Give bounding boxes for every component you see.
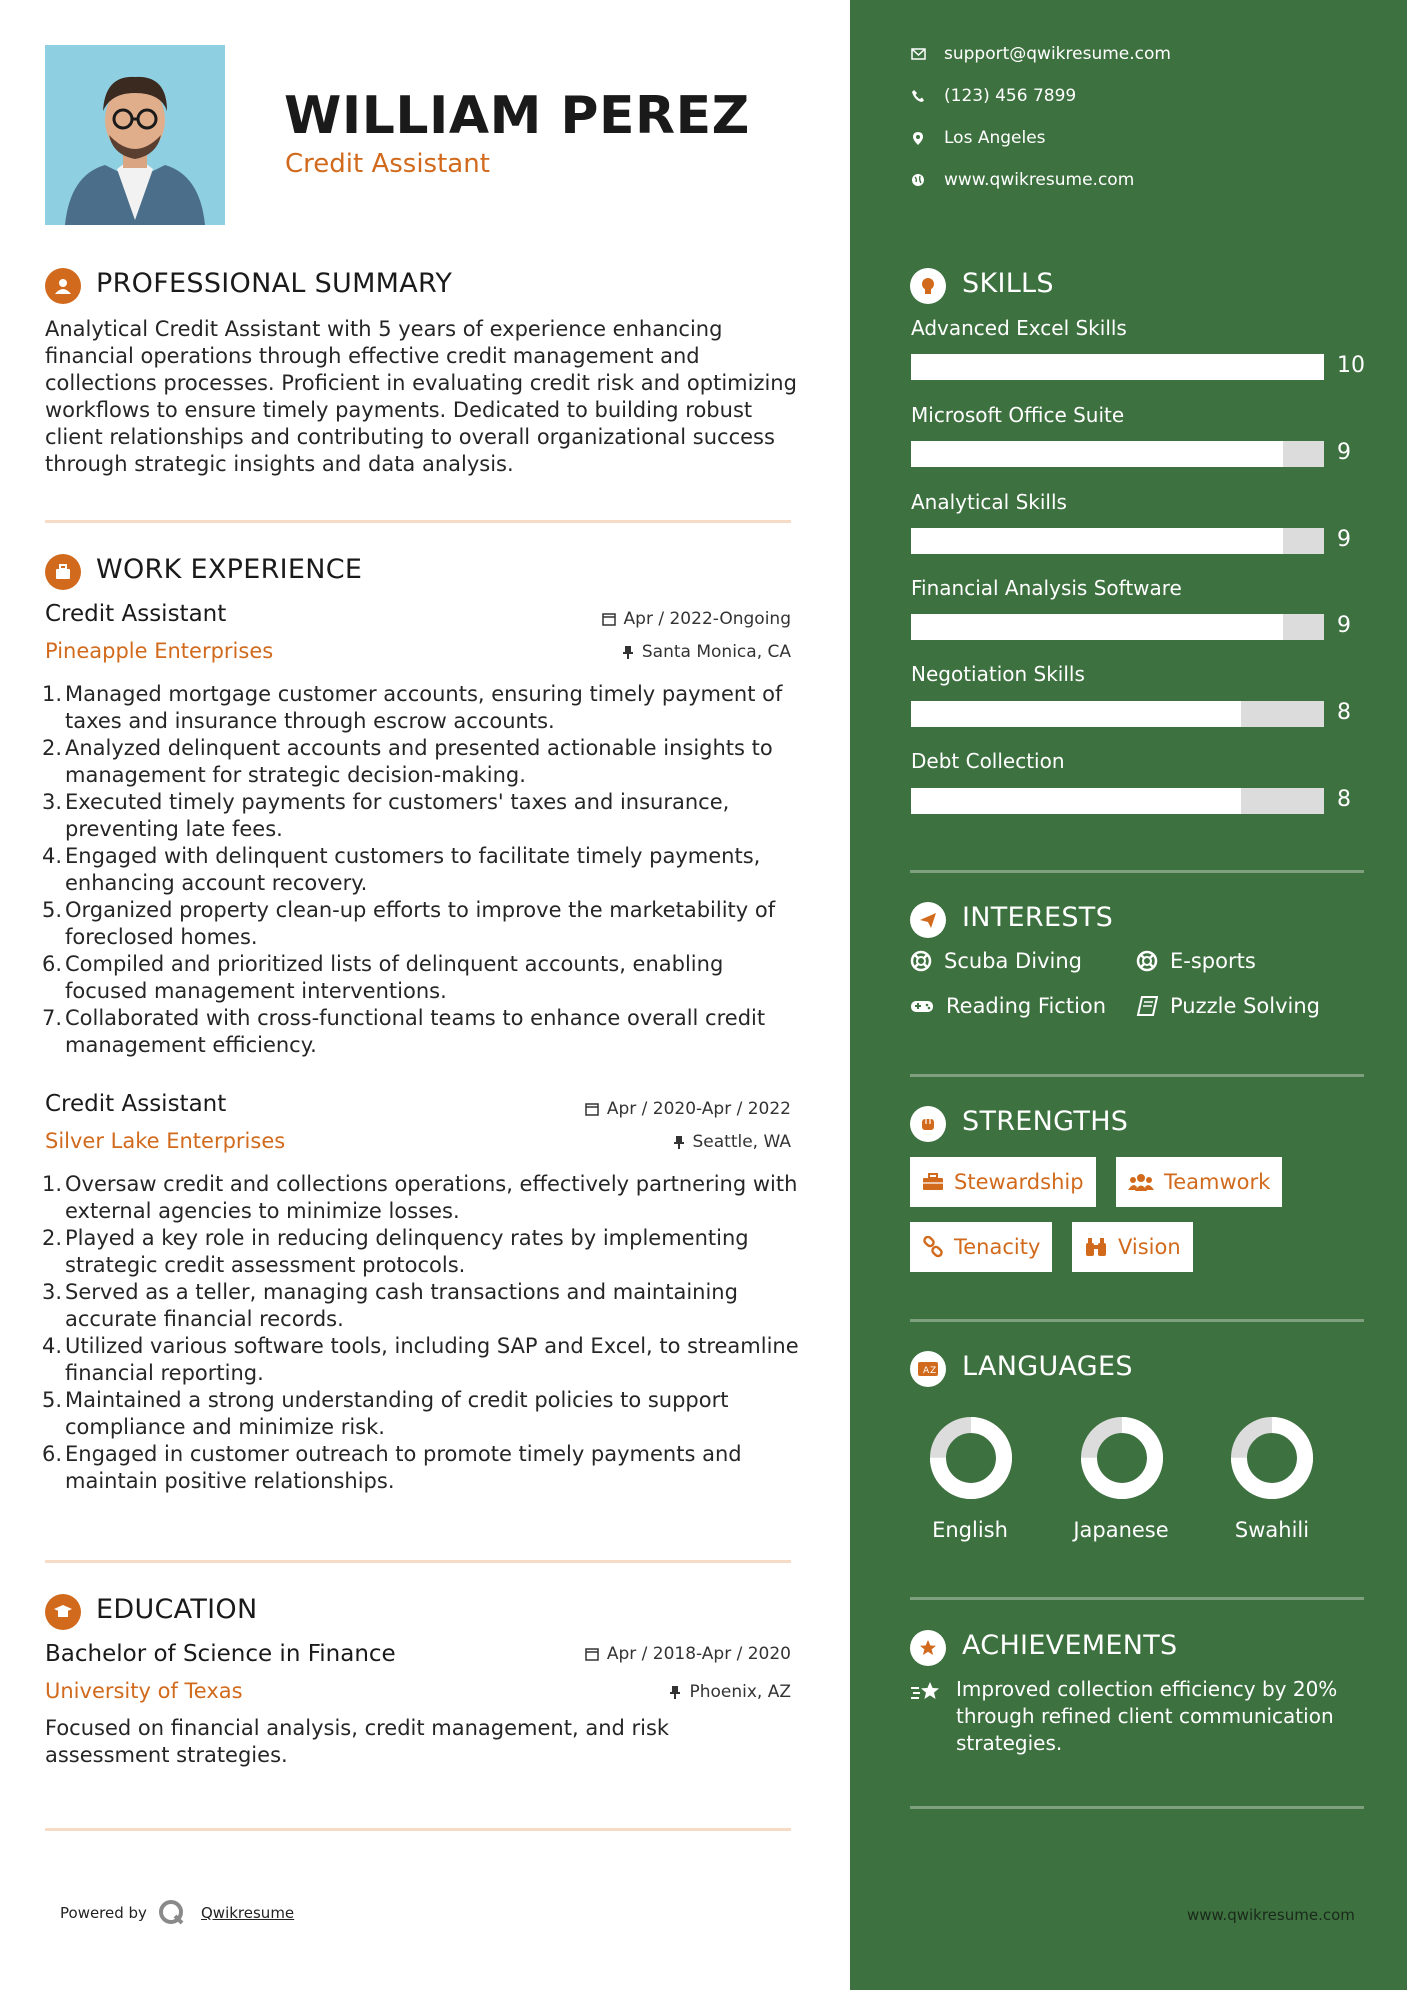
binoculars-icon [1084, 1237, 1108, 1257]
skill-value: 9 [1337, 440, 1351, 465]
summary-text: Analytical Credit Assistant with 5 years of experience enhancing financial operations through effective credit management and collections processes. Proficient in evaluating credit risk and optimizing workflows to ensure timely payments. Dedicated to building robust client relationships and contributing to overall organizational success through strategic insights and data analysis. [45, 317, 797, 476]
divider [45, 1560, 791, 1563]
contact-email[interactable] [910, 44, 1171, 64]
contact-website[interactable] [910, 170, 1134, 190]
education-dates [585, 1644, 791, 1664]
job-bullets [40, 1171, 800, 1495]
list-item: 5. Maintained a strong understanding of credit policies to support compliance and minimize risk. [41, 1388, 729, 1439]
strength-chip [910, 1157, 1096, 1207]
skill-value: 9 [1337, 527, 1351, 552]
list-item: 1. Managed mortgage customer accounts, ensuring timely payment of taxes and insurance through escrow accounts. [41, 682, 783, 733]
interest-label: Scuba Diving [944, 949, 1082, 973]
language-label: Japanese [1073, 1518, 1169, 1542]
school-name: University of Texas [45, 1679, 243, 1703]
lightbulb-icon [910, 268, 946, 304]
education-location [669, 1682, 791, 1702]
calendar-icon [585, 1102, 599, 1116]
skill-label: Debt Collection [911, 749, 1065, 773]
job-dates [602, 609, 791, 629]
interest-label: Reading Fiction [946, 994, 1107, 1018]
strength-label: Teamwork [1164, 1170, 1271, 1194]
skill-label: Negotiation Skills [911, 662, 1085, 686]
skill-bar-fill [911, 354, 1324, 380]
list-item: 1. Oversaw credit and collections operations, effectively partnering with external agencies to minimize losses. [41, 1172, 798, 1223]
achievements-heading: ACHIEVEMENTS [962, 1630, 1178, 1661]
language-label: Swahili [1234, 1518, 1310, 1542]
interest-label: Puzzle Solving [1170, 994, 1320, 1018]
skill-bar-fill [911, 441, 1283, 467]
skill-bar [911, 354, 1324, 380]
list-item: 6. Engaged in customer outreach to promote timely payments and maintain positive relationships. [41, 1442, 742, 1493]
briefcase-icon [45, 554, 81, 590]
skill-bar [911, 701, 1324, 727]
book-icon [1136, 996, 1158, 1016]
skill-label: Financial Analysis Software [911, 576, 1182, 600]
svg-text:A: A [923, 1366, 930, 1376]
skill-bar-fill [911, 701, 1241, 727]
education-heading: EDUCATION [96, 1594, 258, 1625]
job-dates-text: Apr / 2022-Ongoing [623, 609, 791, 629]
skill-bar-fill [911, 788, 1241, 814]
list-item: 4. Engaged with delinquent customers to facilitate timely payments, enhancing account recovery. [41, 844, 761, 895]
language-ring [1230, 1416, 1314, 1500]
education-text: Focused on financial analysis, credit management, and risk assessment strategies. [45, 1716, 670, 1767]
job-dates [585, 1099, 791, 1119]
contact-email-text: support@qwikresume.com [944, 44, 1171, 64]
job-title: Credit Assistant [45, 601, 227, 627]
skill-label: Analytical Skills [911, 490, 1067, 514]
education-location-text: Phoenix, AZ [689, 1682, 791, 1702]
skill-label: Microsoft Office Suite [911, 403, 1125, 427]
list-item: 5. Organized property clean-up efforts to improve the marketability of foreclosed homes. [41, 898, 776, 949]
candidate-name: WILLIAM PEREZ [284, 86, 750, 146]
divider [910, 1319, 1364, 1322]
languages-heading: LANGUAGES [962, 1351, 1133, 1382]
list-item: 3. Served as a teller, managing cash transactions and maintaining accurate financial records. [41, 1280, 738, 1331]
pin-icon [622, 645, 634, 659]
divider [45, 1828, 791, 1831]
star-badge-icon [910, 1630, 946, 1666]
skill-bar [911, 614, 1324, 640]
interest-item [910, 994, 1106, 1018]
divider [910, 1806, 1364, 1809]
paper-plane-icon [910, 902, 946, 938]
divider [910, 870, 1364, 873]
summary-heading: PROFESSIONAL SUMMARY [96, 268, 453, 299]
lifebuoy-icon [910, 950, 932, 972]
achievement-text: Improved collection efficiency by 20% through refined client communication strategies. [956, 1677, 1338, 1755]
skills-heading: SKILLS [962, 268, 1054, 299]
map-pin-icon [910, 130, 926, 146]
skill-value: 10 [1337, 353, 1365, 378]
job-location-text: Seattle, WA [692, 1132, 791, 1152]
divider [910, 1074, 1364, 1077]
strength-label: Tenacity [954, 1235, 1041, 1259]
list-item: 3. Executed timely payments for customers' taxes and insurance, preventing late fees. [41, 790, 730, 841]
skill-label: Advanced Excel Skills [911, 316, 1127, 340]
language-icon [910, 1351, 946, 1387]
skill-bar-fill [911, 528, 1283, 554]
candidate-role: Credit Assistant [285, 149, 490, 179]
job-company: Pineapple Enterprises [45, 639, 274, 663]
lifebuoy-icon [1136, 950, 1158, 972]
job-title: Credit Assistant [45, 1091, 227, 1117]
list-item: 2. Played a key role in reducing delinquency rates by implementing strategic credit assessment protocols. [41, 1226, 749, 1277]
phone-icon [910, 88, 926, 104]
degree-title: Bachelor of Science in Finance [45, 1641, 396, 1667]
svg-text:Z: Z [930, 1366, 937, 1376]
skill-value: 8 [1337, 787, 1351, 812]
interest-item [1136, 949, 1256, 973]
contact-phone[interactable] [910, 86, 1076, 106]
users-icon [1128, 1172, 1154, 1192]
job-location [622, 642, 791, 662]
graduate-icon [45, 1594, 81, 1630]
profile-photo [45, 45, 225, 225]
list-item: 7. Collaborated with cross-functional teams to enhance overall credit management efficiency. [41, 1006, 766, 1057]
fist-icon [910, 1106, 946, 1142]
strengths-heading: STRENGTHS [962, 1106, 1129, 1137]
calendar-icon [602, 612, 616, 626]
strength-label: Vision [1118, 1235, 1181, 1259]
divider [910, 1597, 1364, 1600]
job-company: Silver Lake Enterprises [45, 1129, 286, 1153]
globe-icon [910, 172, 926, 188]
interest-item [1136, 994, 1320, 1018]
language-ring [929, 1416, 1013, 1500]
education-dates-text: Apr / 2018-Apr / 2020 [606, 1644, 791, 1664]
contact-location-text: Los Angeles [944, 128, 1046, 148]
user-icon [45, 268, 81, 304]
language-ring [1080, 1416, 1164, 1500]
link-icon [922, 1236, 944, 1258]
divider [45, 520, 791, 523]
qwikresume-logo-icon [157, 1898, 185, 1926]
strength-label: Stewardship [954, 1170, 1084, 1194]
list-item: 6. Compiled and prioritized lists of delinquent accounts, enabling focused management interventions. [41, 952, 724, 1003]
job-location [673, 1132, 792, 1152]
skill-bar [911, 441, 1324, 467]
job-dates-text: Apr / 2020-Apr / 2022 [606, 1099, 791, 1119]
strength-chip [1072, 1222, 1193, 1272]
interests-heading: INTERESTS [962, 902, 1114, 933]
language-label: English [932, 1518, 1008, 1542]
envelope-icon [910, 46, 926, 62]
job-bullets [40, 681, 800, 1059]
skill-bar [911, 788, 1324, 814]
qwikresume-link[interactable]: Qwikresume [201, 1904, 295, 1922]
pin-icon [673, 1135, 685, 1149]
list-item: 2. Analyzed delinquent accounts and presented actionable insights to management for strategic decision-making. [41, 736, 773, 787]
experience-heading: WORK EXPERIENCE [96, 554, 363, 585]
gamepad-icon [910, 997, 934, 1015]
skill-value: 8 [1337, 700, 1351, 725]
interest-item [910, 949, 1082, 973]
interest-label: E-sports [1170, 949, 1256, 973]
strength-chip [1116, 1157, 1282, 1207]
contact-website-text: www.qwikresume.com [944, 170, 1135, 190]
job-location-text: Santa Monica, CA [641, 642, 791, 662]
skill-bar [911, 528, 1324, 554]
list-item: 4. Utilized various software tools, including SAP and Excel, to streamline financial reporting. [41, 1334, 799, 1385]
skill-bar-fill [911, 614, 1283, 640]
contact-location [910, 128, 1046, 148]
footer-url[interactable]: www.qwikresume.com [1187, 1906, 1355, 1924]
contact-phone-text: (123) 456 7899 [944, 86, 1077, 106]
powered-by-label: Powered by [60, 1904, 147, 1922]
pin-icon [669, 1685, 681, 1699]
skill-value: 9 [1337, 613, 1351, 638]
briefcase-icon [922, 1173, 944, 1191]
calendar-icon [585, 1647, 599, 1661]
strength-chip [910, 1222, 1052, 1272]
star-icon [910, 1680, 940, 1704]
